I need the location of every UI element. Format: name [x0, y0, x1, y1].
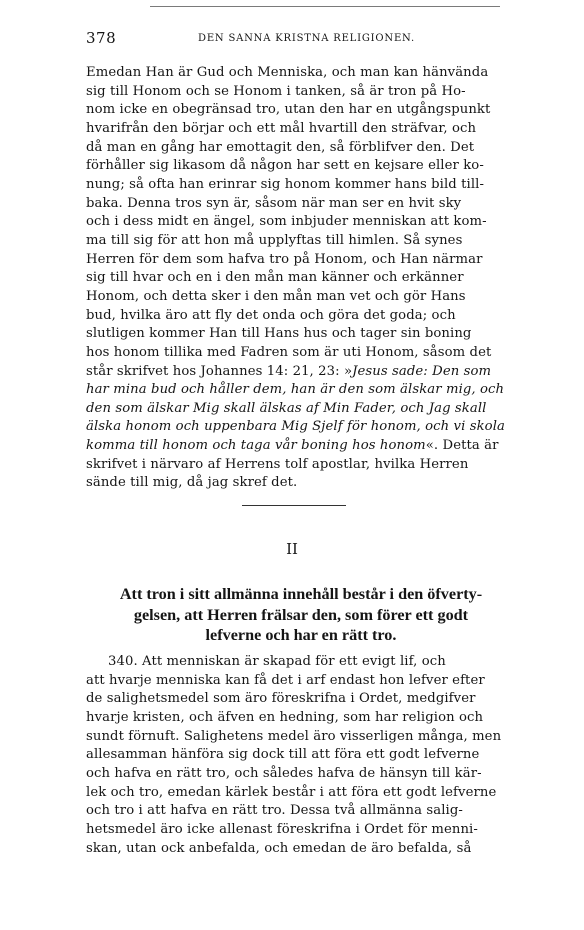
quote-line: älska honom och uppenbara Mig Sjelf för honom, och vi skola — [86, 419, 505, 435]
text-line: Emedan Han är Gud och Menniska, och man kan hänvända — [86, 65, 489, 80]
text-line: slutligen kommer Han till Hans hus och tager sin boning — [86, 326, 472, 342]
text-line: skrifvet i närvaro af Herrens tolf apostlar, hvilka Herren — [86, 456, 469, 472]
page-number: 378 — [86, 29, 117, 47]
text-line: hvarifrån den börjar och ett mål hvartill den sträfvar, och — [86, 120, 477, 136]
text-line: sände till mig, då jag skref det. — [86, 475, 298, 491]
text-line: Herren för dem som hafva tro på Honom, och Han närmar — [86, 251, 483, 267]
section-numeral: II — [286, 540, 298, 558]
text-line: och tro i att hafva en rätt tro. Dessa två allmänna salig- — [86, 803, 463, 819]
text-line: hvarje kristen, och äfven en hedning, som har religion och — [86, 709, 484, 725]
running-head — [86, 28, 526, 50]
text-line: de salighetsmedel som äro föreskrifna i Ordet, medgifver — [86, 691, 476, 707]
quote-end-line — [86, 437, 528, 456]
paragraph-2 — [86, 653, 528, 858]
text-line: lek och tro, emedan kärlek består i att föra ett godt lefverne — [86, 784, 497, 800]
text-line: baka. Denna tros syn är, såsom när man ser en hvit sky — [86, 195, 462, 211]
heading-line: gelsen, att Herren frälsar den, som förer ett godt — [133, 605, 469, 624]
quote-text: komma till honom och taga vår boning hos honom — [86, 438, 426, 454]
text-line: förhåller sig likasom då någon har sett en kejsare eller ko- — [86, 158, 484, 174]
quote-intro: står skrifvet hos Johannes 14: 21, 23: » — [86, 363, 353, 379]
text-line: och i dess midt en ängel, som inbjuder menniskan att kom- — [86, 214, 487, 230]
text-line: och hafva en rätt tro, och således hafva de hänsyn till kär- — [86, 765, 482, 781]
heading-line: Att tron i sitt allmänna innehåll består i den öfverty- — [119, 585, 483, 603]
text-line: allesamman hänföra sig dock till att föra ett godt lefverne — [86, 747, 480, 763]
quote-line: den som älskar Mig skall älskas af Min Fader, och Jag skall — [86, 400, 487, 416]
text-line: skan, utan ock anbefalda, och emedan de äro befalda, så — [86, 840, 472, 856]
top-rule — [150, 6, 500, 7]
text-line: hetsmedel äro icke allenast föreskrifna i Ordet för menni- — [86, 821, 478, 837]
text-line: ma till sig för att hon må upplyftas till himlen. Så synes — [86, 232, 463, 248]
text-line: sig till hvar och en i den mån man känner och erkänner — [86, 270, 464, 286]
text-line: sig till Honom och se Honom i tanken, så är tron på Ho- — [86, 83, 466, 99]
text-line: bud, hvilka äro att fly det onda och göra det goda; och — [86, 307, 456, 323]
quote-end: «. Detta är — [425, 438, 499, 454]
paragraph-1 — [86, 64, 528, 493]
text-line: nom icke en obegränsad tro, utan den har en utgångspunkt — [86, 102, 491, 118]
heading-line: lefverne och har en rätt tro. — [205, 626, 397, 645]
text-line: sundt förnuft. Salighetens medel äro visserligen många, men — [86, 728, 502, 744]
quote-line: har mina bud och håller dem, han är den som älskar mig, och — [86, 382, 505, 398]
text-line: nung; så ofta han erinrar sig honom kommer hans bild till- — [86, 176, 485, 192]
text-line: 340. Att menniskan är skapad för ett evigt lif, och — [108, 654, 446, 669]
text-line: Honom, och detta sker i den mån man vet och gör Hans — [86, 288, 466, 304]
running-title: DEN SANNA KRISTNA RELIGIONEN. — [198, 33, 415, 44]
section-heading — [66, 584, 536, 646]
section-divider — [242, 505, 346, 506]
quote-text: Jesus sade: Den som — [352, 363, 492, 379]
text-line: då man en gång har emottagit den, så förblifver den. Det — [86, 139, 475, 155]
quote-intro-line — [86, 363, 528, 382]
text-line: att hvarje menniska kan få det i arf endast hon lefver efter — [86, 672, 485, 688]
text-line: hos honom tillika med Fadren som är uti Honom, såsom det — [86, 344, 492, 360]
